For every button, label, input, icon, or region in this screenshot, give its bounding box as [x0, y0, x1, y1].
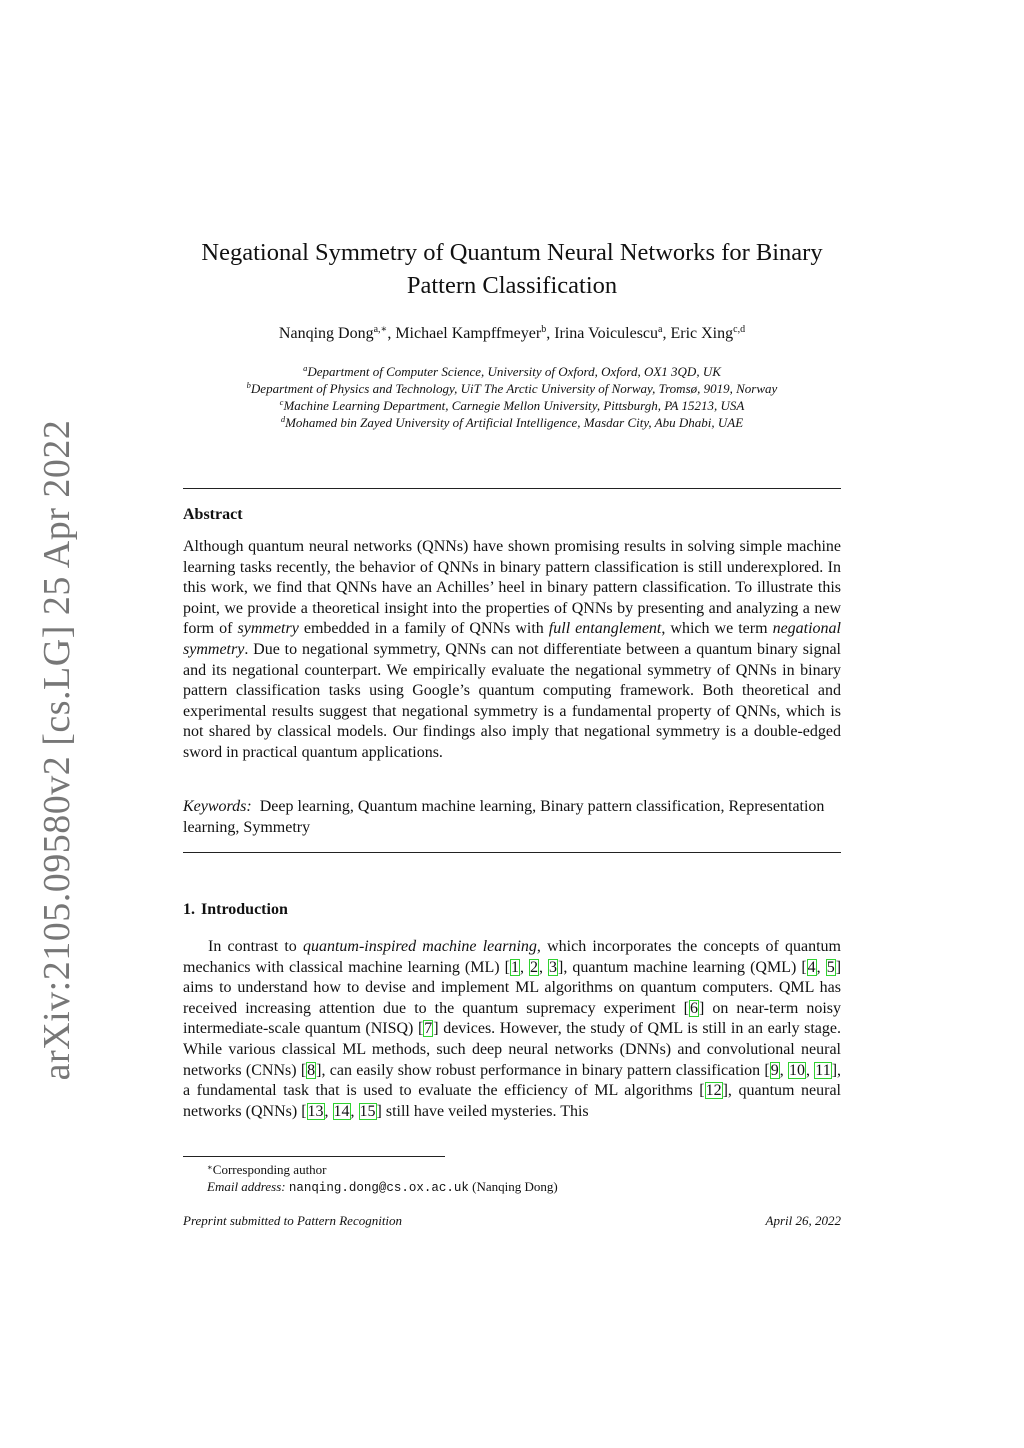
body-text: ], quantum machine learning (QML) [ [558, 958, 807, 976]
preprint-date: April 26, 2022 [765, 1213, 841, 1228]
body-text: In contrast to [208, 938, 303, 955]
preprint-footer [183, 1213, 841, 1229]
body-text: ], a fundamental task that is used to evaluate the efficiency of ML algorithms [ [183, 1061, 842, 1100]
citation-link[interactable]: 5 [826, 958, 835, 976]
email-note [207, 1178, 807, 1197]
title-line-1: Negational Symmetry of Quantum Neural Networks for Binary [201, 239, 823, 266]
body-text: ], can easily show robust performance in binary pattern classification [ [316, 1061, 770, 1079]
affiliation [143, 397, 881, 414]
author-separator: , [546, 325, 555, 342]
email-label: Email address: [207, 1179, 286, 1194]
footnote-rule [183, 1156, 445, 1157]
citation-separator: , [324, 1102, 333, 1120]
keywords-text: Deep learning, Quantum machine learning, Binary pattern classification, Representation learning, Symmetry [183, 798, 825, 836]
citation-link[interactable]: 9 [770, 1061, 779, 1079]
affiliation-list [143, 363, 881, 431]
affiliation-mark: d [280, 414, 286, 424]
affiliation-text: Machine Learning Department, Carnegie Mellon University, Pittsburgh, PA 15213, USA [283, 398, 745, 413]
citation-separator: , [816, 958, 826, 976]
citation-separator: , [806, 1061, 815, 1079]
body-text: ] still have veiled mysteries. This [376, 1102, 589, 1120]
keywords-label: Keywords: [183, 798, 252, 815]
affiliation-text: Department of Physics and Technology, UiT The Arctic University of Norway, Tromsø, 9019, Norway [250, 381, 778, 396]
paper-title [153, 236, 871, 302]
author-affil-mark: a,∗ [373, 324, 388, 335]
introduction-paragraph [183, 937, 841, 1122]
abstract-top-rule [183, 488, 841, 489]
preprint-journal-note: Preprint submitted to Pattern Recognition [183, 1213, 403, 1228]
section-number: 1. [183, 901, 195, 918]
email-owner: (Nanqing Dong) [472, 1179, 558, 1194]
citation-link[interactable]: 4 [807, 958, 816, 976]
citation-link[interactable]: 11 [815, 1061, 831, 1079]
citation-link[interactable]: 2 [529, 958, 538, 976]
author-name: Michael Kampffmeyer [395, 325, 542, 342]
affiliation-mark: b [246, 380, 251, 390]
citation-link[interactable]: 14 [333, 1102, 350, 1120]
abstract-text: embedded in a family of QNNs with [298, 620, 549, 638]
citation-link[interactable]: 6 [690, 999, 698, 1017]
abstract-bottom-rule [183, 852, 841, 853]
affiliation [143, 380, 881, 397]
author-name: Irina Voiculescu [554, 325, 659, 342]
arxiv-stamp-text: arXiv:2105.09580v2 [cs.LG] 25 Apr 2022 [36, 419, 78, 1081]
body-emphasis: quantum-inspired machine learning [302, 938, 537, 955]
footnote [207, 1161, 807, 1197]
author-separator: , [387, 325, 396, 342]
affiliation-mark: a [303, 363, 308, 373]
abstract-text: , which we term [661, 620, 773, 638]
corresponding-author-text: Corresponding author [212, 1162, 327, 1177]
body-text: ] devices. However, the study of QML is still in an early stage. While various classical ML methods, such deep neural networks (DNNs) and convolutional neural networks (CNNs) [ [183, 1020, 842, 1079]
citation-link[interactable]: 10 [789, 1061, 806, 1079]
footnote-mark: ∗ [207, 1162, 213, 1172]
abstract-text: . Due to negational symmetry, QNNs can not differentiate between a quantum binary signal and its negational counterpart. We empirically evaluate the negational symmetry of QNNs in binary pattern classification tasks using Google’s quantum computing framework. Both theoretical and experimental results suggest that negational symmetry is a fundamental property of QNNs, which is not shared by classical models. Our findings also imply that negational symmetry is a double-edged sword in practical quantum applications. [183, 640, 841, 761]
citation-link[interactable]: 8 [307, 1061, 316, 1079]
affiliation-mark: c [279, 397, 284, 407]
keywords [183, 796, 841, 838]
abstract-heading: Abstract [183, 506, 243, 523]
author-affil-mark: a [658, 324, 663, 335]
section-title: Introduction [201, 901, 288, 918]
author-name: Eric Xing [670, 325, 734, 342]
email-address[interactable]: nanqing.dong@cs.ox.ac.uk [288, 1181, 469, 1195]
corresponding-author-note [207, 1161, 807, 1178]
citation-link[interactable]: 12 [705, 1082, 722, 1100]
author-name: Nanqing Dong [278, 325, 374, 342]
section-heading-introduction [183, 901, 288, 919]
citation-separator: , [779, 1061, 789, 1079]
body-text: , which incorporates the concepts of quantum mechanics with classical machine learning (ML) [ [183, 938, 842, 976]
citation-link[interactable]: 7 [424, 1020, 433, 1038]
author-separator: , [662, 325, 671, 342]
body-text: ] on near-term noisy intermediate-scale quantum (NISQ) [ [183, 999, 841, 1038]
author-list [183, 325, 841, 343]
citation-link[interactable]: 1 [510, 958, 519, 976]
abstract-body [183, 537, 841, 764]
affiliation-text: Mohamed bin Zayed University of Artificial Intelligence, Masdar City, Abu Dhabi, UAE [285, 415, 744, 430]
abstract-text: Although quantum neural networks (QNNs) have shown promising results in solving simple machine learning tasks recently, the behavior of QNNs in binary pattern classification is still underexplored. In this work, we find that QNNs have an Achilles’ heel in binary pattern classification. To illustrate this point, we provide a theoretical insight into the properties of QNNs by presenting and analyzing a new form of [183, 538, 841, 638]
affiliation [143, 414, 881, 431]
citation-separator: , [519, 958, 529, 976]
body-text: ], quantum neural networks (QNNs) [ [183, 1082, 841, 1120]
citation-separator: , [350, 1102, 359, 1120]
citation-link[interactable]: 13 [307, 1102, 324, 1120]
title-line-2: Pattern Classification [406, 272, 618, 299]
citation-link[interactable]: 3 [549, 958, 558, 976]
citation-separator: , [538, 958, 549, 976]
citation-link[interactable]: 15 [359, 1102, 376, 1120]
abstract-emphasis: full entanglement [548, 620, 662, 638]
abstract-emphasis: negational symmetry [183, 620, 841, 658]
author-affil-mark: b [541, 324, 547, 335]
affiliation-text: Department of Computer Science, University of Oxford, Oxford, OX1 3QD, UK [307, 364, 721, 379]
body-text: ] aims to understand how to devise and implement ML algorithms on quantum computers. QML has received increasing attention due to the quantum supremacy experiment [ [183, 958, 842, 1017]
author-affil-mark: c,d [733, 324, 746, 335]
affiliation [143, 363, 881, 380]
abstract-emphasis: symmetry [237, 620, 299, 638]
